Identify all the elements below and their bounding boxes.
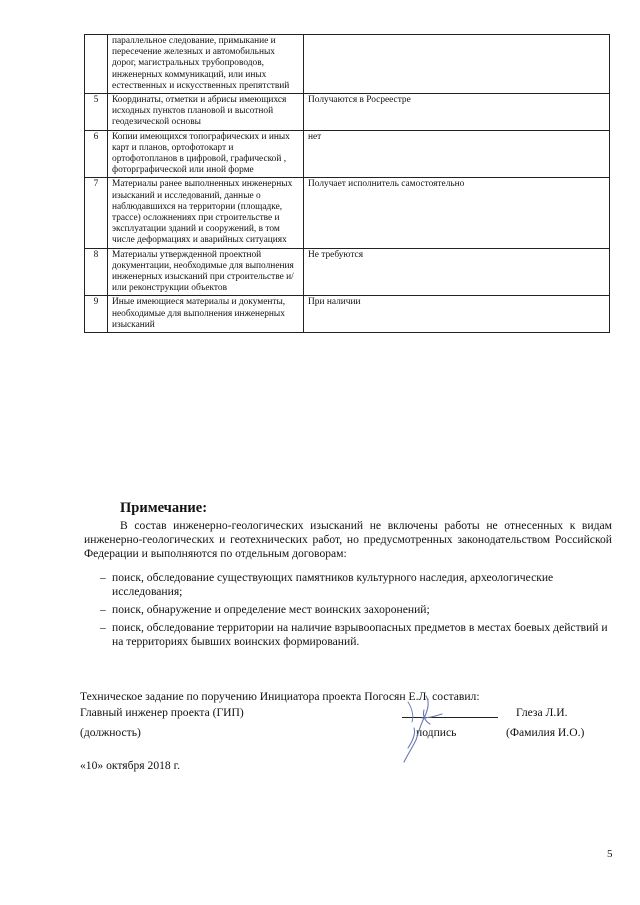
materials-table: [84, 34, 610, 333]
material-cell: Материалы утвержденной проектной документации, необходимые для выполнения инженерных изысканий при строительстве и/или реконструкции объектов: [108, 248, 304, 296]
status-cell: При наличии: [304, 296, 610, 333]
table-row: [85, 94, 610, 131]
material-cell: Копии имеющихся топографических и иных карт и планов, ортофотокарт и ортофотопланов в цифровой, графической , фоторграфической или иной форме: [108, 130, 304, 178]
row-number: [85, 35, 108, 94]
handwritten-signature-icon: [378, 688, 468, 778]
dash-bullet: –: [100, 621, 106, 634]
material-cell: параллельное следование, примыкание и пересечение железных и автомобильных дорог, магистральных трубопроводов, инженерных коммуникаций, или иных естественных и искусственных препятствий: [108, 35, 304, 94]
signature-caption: подпись: [416, 726, 457, 739]
composed-by-line: Техническое задание по поручению Инициатора проекта Погосян Е.Л. составил:: [80, 690, 480, 703]
list-item: [84, 571, 612, 599]
note-title: Примечание:: [120, 500, 208, 516]
row-number: 8: [85, 248, 108, 296]
row-number: 9: [85, 296, 108, 333]
page-number: 5: [607, 848, 613, 860]
table-row: [85, 178, 610, 248]
status-cell: Получаются в Росреестре: [304, 94, 610, 131]
table-row: [85, 296, 610, 333]
list-item-text: поиск, обследование территории на наличие взрывоопасных предметов в местах боевых действий и на территориях бывших воинских формирований.: [112, 621, 608, 648]
table-row: [85, 35, 610, 94]
note-paragraph: В состав инженерно-геологических изысканий не включены работы не отнесенных к видам инженерно-геологических и геотехнических работ, но предусмотренных законодательством Российской Федерации и выполняются по отдельным договорам:: [84, 519, 612, 560]
row-number: 6: [85, 130, 108, 178]
table-row: [85, 248, 610, 296]
dash-bullet: –: [100, 603, 106, 616]
position-caption: (должность): [80, 726, 141, 739]
signer-name: Глеза Л.И.: [516, 706, 568, 719]
document-date: «10» октября 2018 г.: [80, 759, 180, 772]
name-caption: (Фамилия И.О.): [506, 726, 585, 739]
material-cell: Координаты, отметки и абрисы имеющихся исходных пунктов плановой и высотной геодезической основы: [108, 94, 304, 131]
list-item: [84, 621, 612, 649]
position-title: Главный инженер проекта (ГИП): [80, 706, 244, 719]
material-cell: Иные имеющиеся материалы и документы, необходимые для выполнения инженерных изысканий: [108, 296, 304, 333]
list-item-text: поиск, обследование существующих памятников культурного наследия, археологические исследования;: [112, 571, 554, 598]
status-cell: нет: [304, 130, 610, 178]
status-cell: Получает исполнитель самостоятельно: [304, 178, 610, 248]
status-cell: Не требуются: [304, 248, 610, 296]
row-number: 7: [85, 178, 108, 248]
note-list: [84, 571, 612, 653]
status-cell: [304, 35, 610, 94]
list-item: [84, 603, 612, 617]
material-cell: Материалы ранее выполненных инженерных изысканий и исследований, данные о наблюдавшихся на территории (площадке, трассе) осложнениях при строительстве и эксплуатации зданий и сооружений, в том числе деформациях и аварийных ситуациях: [108, 178, 304, 248]
row-number: 5: [85, 94, 108, 131]
list-item-text: поиск, обнаружение и определение мест воинских захоронений;: [112, 603, 430, 616]
dash-bullet: –: [100, 571, 106, 584]
table-row: [85, 130, 610, 178]
